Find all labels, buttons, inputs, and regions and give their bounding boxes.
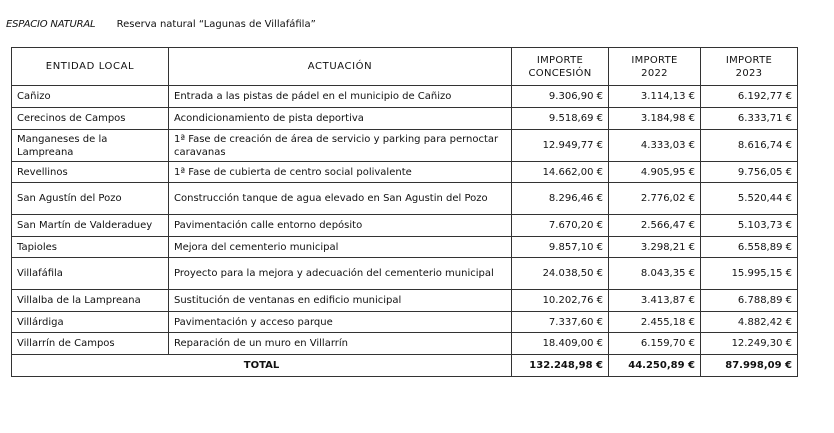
cell-2023: 6.558,89 € [701,237,798,258]
cell-entidad: Revellinos [12,162,169,183]
cell-entidad: Villafáfila [12,258,169,290]
total-label: TOTAL [12,355,512,377]
total-concesion: 132.248,98 € [512,355,609,377]
cell-2022: 3.184,98 € [609,108,701,130]
cell-entidad: Cañizo [12,86,169,108]
cell-2022: 4.905,95 € [609,162,701,183]
cell-entidad: Tapioles [12,237,169,258]
cell-entidad: San Martín de Valderaduey [12,215,169,237]
cell-concesion: 24.038,50 € [512,258,609,290]
cell-2022: 3.413,87 € [609,290,701,312]
cell-actuacion: Acondicionamiento de pista deportiva [169,108,512,130]
cell-entidad: Villarrín de Campos [12,333,169,355]
table-row [12,215,798,237]
cell-concesion: 8.296,46 € [512,183,609,215]
table-header-row [12,48,798,86]
cell-entidad: Manganeses de la Lampreana [12,130,169,162]
table-row [12,86,798,108]
cell-2023: 5.103,73 € [701,215,798,237]
col-header-actuacion: ACTUACIÓN [169,48,512,86]
table-row [12,312,798,333]
col-header-concesion: IMPORTE CONCESIÓN [512,48,609,86]
table-row [12,333,798,355]
cell-entidad: San Agustín del Pozo [12,183,169,215]
cell-actuacion: Reparación de un muro en Villarrín [169,333,512,355]
document-title: Reserva natural “Lagunas de Villafáfila” [116,19,316,30]
cell-entidad: Villalba de la Lampreana [12,290,169,312]
document-header [6,19,316,30]
col-header-2023: IMPORTE 2023 [701,48,798,86]
cell-concesion: 18.409,00 € [512,333,609,355]
cell-concesion: 9.518,69 € [512,108,609,130]
table-row [12,290,798,312]
cell-concesion: 12.949,77 € [512,130,609,162]
cell-2022: 2.566,47 € [609,215,701,237]
cell-2023: 8.616,74 € [701,130,798,162]
total-2022: 44.250,89 € [609,355,701,377]
grants-table [11,47,798,377]
cell-concesion: 14.662,00 € [512,162,609,183]
cell-2022: 3.298,21 € [609,237,701,258]
cell-concesion: 9.306,90 € [512,86,609,108]
cell-2023: 6.192,77 € [701,86,798,108]
table-row [12,162,798,183]
cell-2022: 6.159,70 € [609,333,701,355]
cell-2023: 4.882,42 € [701,312,798,333]
cell-2022: 2.455,18 € [609,312,701,333]
cell-2022: 8.043,35 € [609,258,701,290]
cell-actuacion: Pavimentación calle entorno depósito [169,215,512,237]
cell-2023: 6.788,89 € [701,290,798,312]
cell-actuacion: Pavimentación y acceso parque [169,312,512,333]
cell-2022: 2.776,02 € [609,183,701,215]
cell-2023: 12.249,30 € [701,333,798,355]
table-row [12,258,798,290]
cell-actuacion: Construcción tanque de agua elevado en San Agustin del Pozo [169,183,512,215]
table-row [12,130,798,162]
cell-2022: 3.114,13 € [609,86,701,108]
cell-actuacion: 1ª Fase de cubierta de centro social polivalente [169,162,512,183]
col-header-entidad: ENTIDAD LOCAL [12,48,169,86]
cell-actuacion: Sustitución de ventanas en edificio municipal [169,290,512,312]
table-row [12,237,798,258]
cell-2023: 6.333,71 € [701,108,798,130]
cell-concesion: 10.202,76 € [512,290,609,312]
total-2023: 87.998,09 € [701,355,798,377]
cell-concesion: 7.670,20 € [512,215,609,237]
cell-entidad: Cerecinos de Campos [12,108,169,130]
cell-2023: 15.995,15 € [701,258,798,290]
cell-actuacion: 1ª Fase de creación de área de servicio y parking para pernoctar caravanas [169,130,512,162]
cell-actuacion: Entrada a las pistas de pádel en el municipio de Cañizo [169,86,512,108]
cell-2022: 4.333,03 € [609,130,701,162]
cell-concesion: 9.857,10 € [512,237,609,258]
col-header-2022: IMPORTE 2022 [609,48,701,86]
total-row [12,355,798,377]
cell-actuacion: Proyecto para la mejora y adecuación del cementerio municipal [169,258,512,290]
table-row [12,183,798,215]
cell-entidad: Villárdiga [12,312,169,333]
section-tag: ESPACIO NATURAL [6,19,96,30]
cell-2023: 9.756,05 € [701,162,798,183]
cell-2023: 5.520,44 € [701,183,798,215]
cell-concesion: 7.337,60 € [512,312,609,333]
table-row [12,108,798,130]
cell-actuacion: Mejora del cementerio municipal [169,237,512,258]
